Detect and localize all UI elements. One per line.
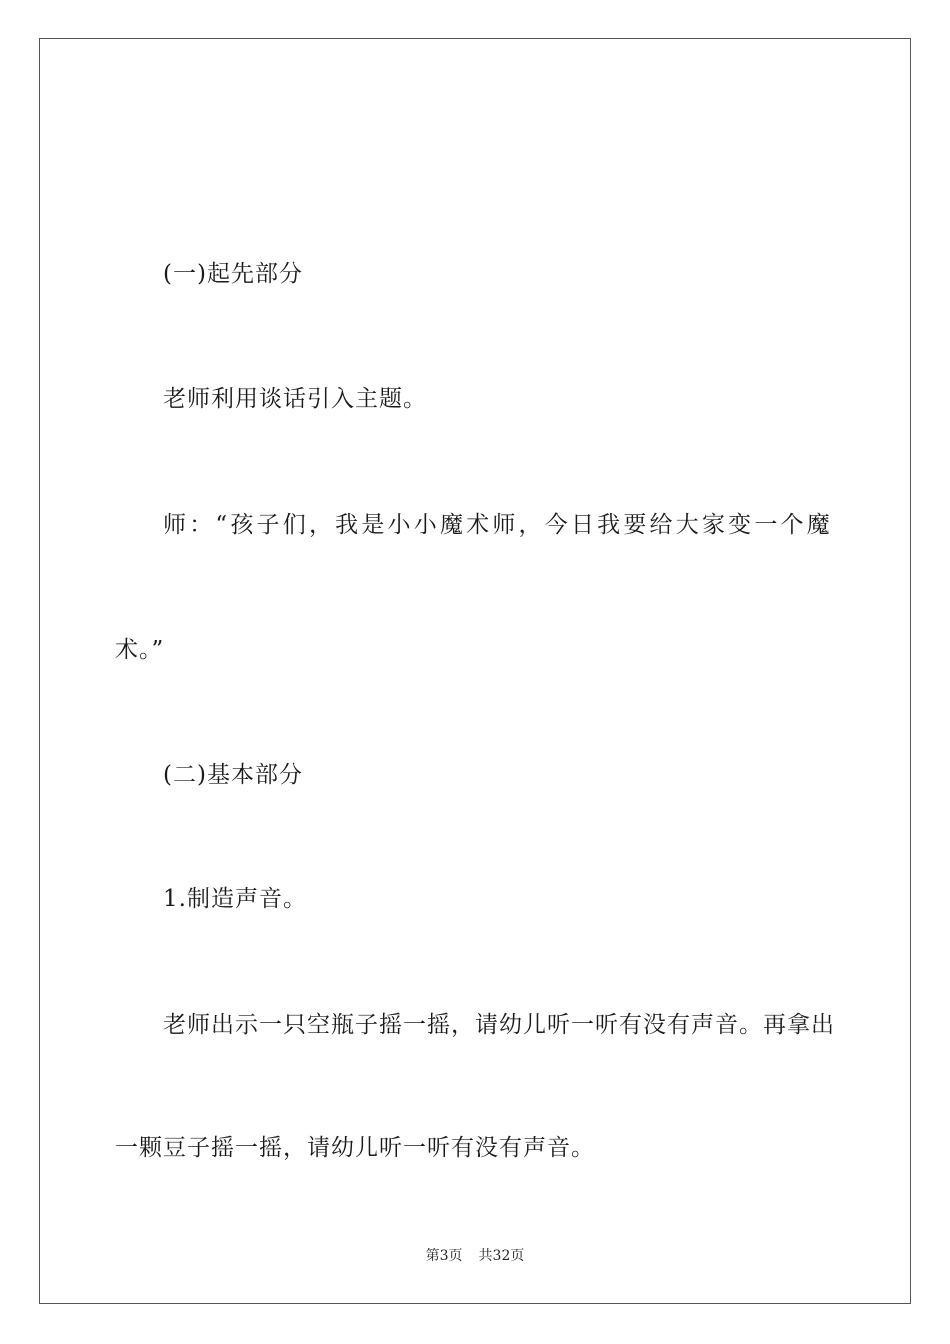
section-heading-2: (二)基本部分 xyxy=(163,762,303,788)
paragraph-bottle: 老师出示一只空瓶子摇一摇，请幼儿听一听有没有声音。再拿出 xyxy=(163,1012,835,1038)
page-footer xyxy=(0,1247,950,1265)
paragraph-bottle-cont: 一颗豆子摇一摇，请幼儿听一听有没有声音。 xyxy=(115,1135,595,1161)
page-border xyxy=(39,38,911,1304)
paragraph-teacher-quote-cont: 术。” xyxy=(115,637,165,663)
page-number: 第3页 xyxy=(425,1248,463,1264)
section-heading-1: (一)起先部分 xyxy=(163,261,303,287)
page-total: 共32页 xyxy=(478,1248,525,1264)
paragraph-teacher-quote: 师：“孩子们，我是小小魔术师，今日我要给大家变一个魔 xyxy=(163,512,833,538)
subheading-make-sound: 1.制造声音。 xyxy=(163,886,307,912)
paragraph-intro: 老师利用谈话引入主题。 xyxy=(163,386,427,412)
